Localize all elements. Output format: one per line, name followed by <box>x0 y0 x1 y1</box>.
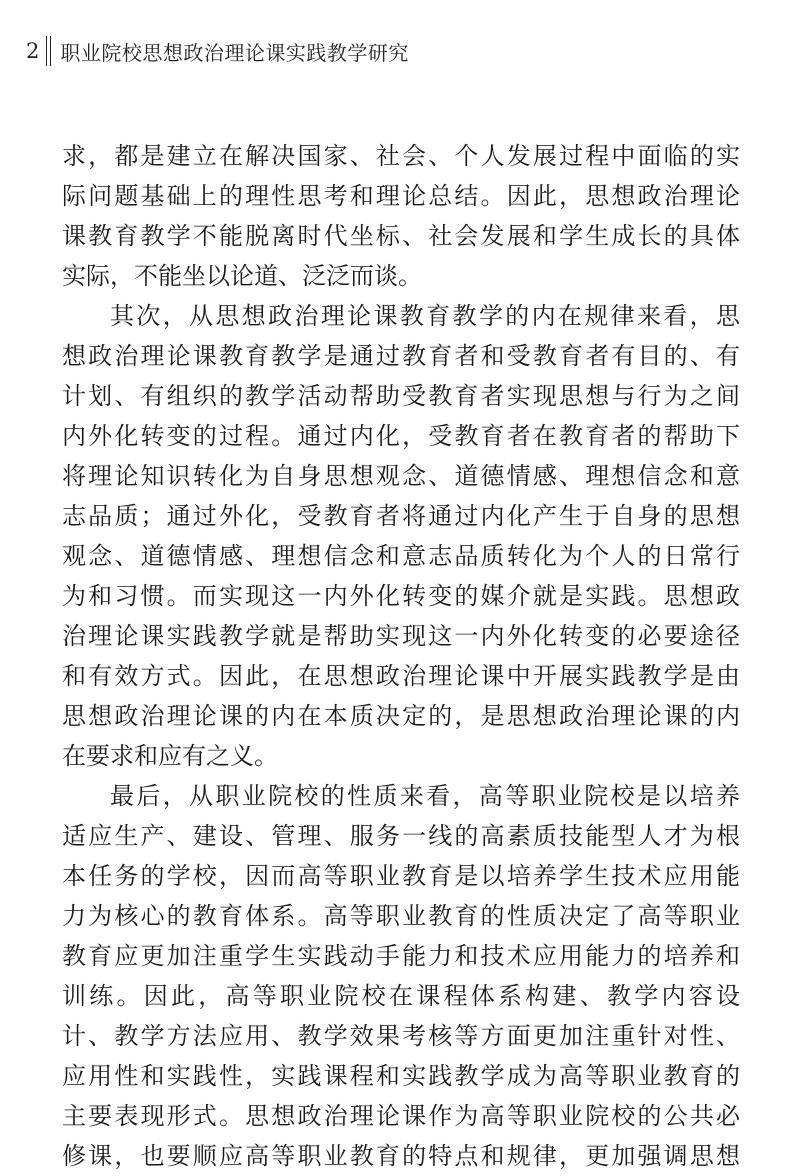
running-head <box>26 36 409 66</box>
text-line: 和有效方式。因此，在思想政治理论课中开展实践教学是由 <box>62 662 740 690</box>
text-line: 内外化转变的过程。通过内化，受教育者在教育者的帮助下 <box>62 422 740 450</box>
text-line: 际问题基础上的理性思考和理论总结。因此，思想政治理论 <box>62 182 740 210</box>
text-line: 修课，也要顺应高等职业教育的特点和规律，更加强调思想 <box>62 1142 740 1170</box>
text-line: 治理论课实践教学就是帮助实现这一内外化转变的必要途径 <box>62 622 740 650</box>
text-line: 课教育教学不能脱离时代坐标、社会发展和学生成长的具体 <box>62 222 740 250</box>
page-number: 2 <box>26 39 40 63</box>
text-line: 适应生产、建设、管理、服务一线的高素质技能型人才为根 <box>62 822 740 850</box>
body-text <box>62 136 740 1176</box>
text-line: 本任务的学校，因而高等职业教育是以培养学生技术应用能 <box>62 862 740 890</box>
text-line: 想政治理论课教育教学是通过教育者和受教育者有目的、有 <box>62 342 740 370</box>
text-line: 求，都是建立在解决国家、社会、个人发展过程中面临的实 <box>62 142 740 170</box>
text-line: 将理论知识转化为自身思想观念、道德情感、理想信念和意 <box>62 462 740 490</box>
header-double-rule <box>46 36 51 66</box>
text-line: 志品质；通过外化，受教育者将通过内化产生于自身的思想 <box>62 502 740 530</box>
running-head-title: 职业院校思想政治理论课实践教学研究 <box>60 40 409 65</box>
text-line: 为和习惯。而实现这一内外化转变的媒介就是实践。思想政 <box>62 582 740 610</box>
text-line: 计划、有组织的教学活动帮助受教育者实现思想与行为之间 <box>62 382 740 410</box>
text-line: 主要表现形式。思想政治理论课作为高等职业院校的公共必 <box>62 1102 740 1130</box>
text-line: 最后，从职业院校的性质来看，高等职业院校是以培养 <box>110 782 740 810</box>
text-line: 应用性和实践性，实践课程和实践教学成为高等职业教育的 <box>62 1062 740 1090</box>
text-line: 实际，不能坐以论道、泛泛而谈。 <box>62 262 422 290</box>
text-line: 其次，从思想政治理论课教育教学的内在规律来看，思 <box>110 302 740 330</box>
text-line: 思想政治理论课的内在本质决定的，是思想政治理论课的内 <box>62 702 740 730</box>
text-line: 在要求和应有之义。 <box>62 742 278 770</box>
text-line: 力为核心的教育体系。高等职业教育的性质决定了高等职业 <box>62 902 740 930</box>
text-line: 训练。因此，高等职业院校在课程体系构建、教学内容设 <box>62 982 740 1010</box>
text-line: 教育应更加注重学生实践动手能力和技术应用能力的培养和 <box>62 942 740 970</box>
text-line: 观念、道德情感、理想信念和意志品质转化为个人的日常行 <box>62 542 740 570</box>
text-line: 计、教学方法应用、教学效果考核等方面更加注重针对性、 <box>62 1022 740 1050</box>
